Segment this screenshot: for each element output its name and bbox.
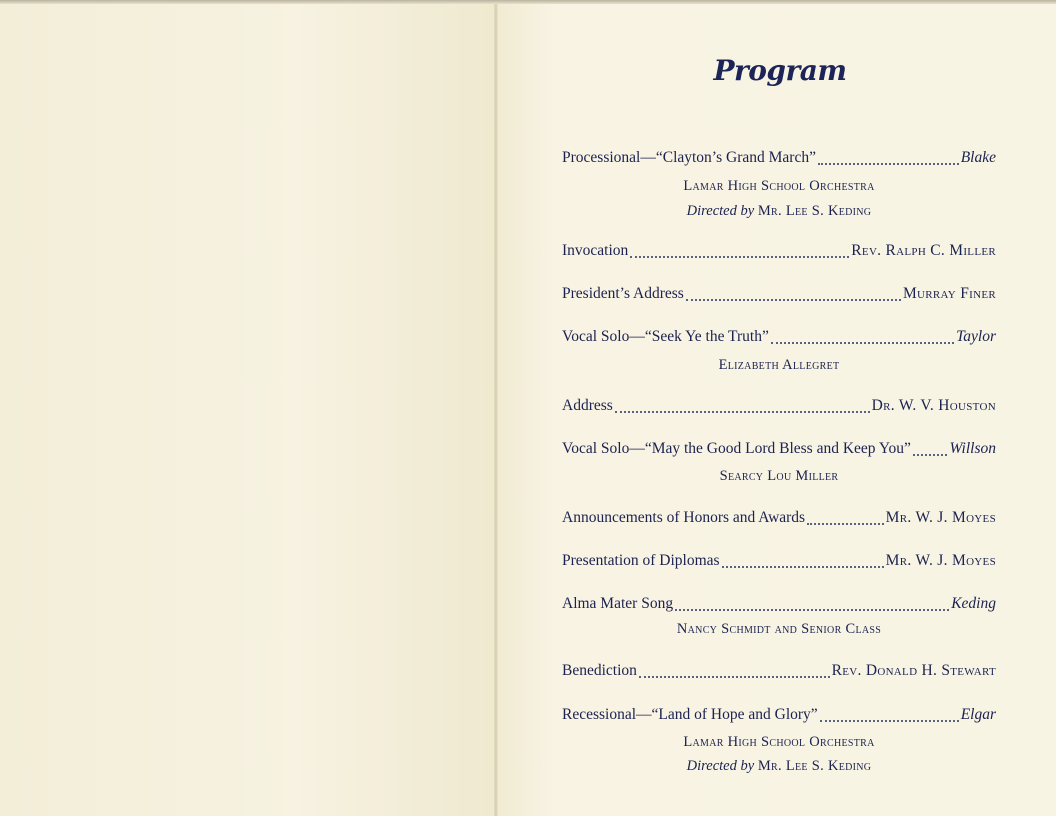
dot-leader xyxy=(807,523,884,525)
program-entry-presidents-address xyxy=(562,285,996,307)
entry-performer: Nancy Schmidt and Senior Class xyxy=(676,621,882,637)
dot-leader xyxy=(675,609,949,611)
entry-performer: Lamar High School Orchestra xyxy=(683,178,875,194)
program-entry-announcements xyxy=(562,509,996,531)
entry-label: Alma Mater Song xyxy=(562,595,674,612)
entry-person: Rev. Ralph C. Miller xyxy=(851,242,996,259)
entry-composer: Elgar xyxy=(960,706,996,723)
entry-label: Vocal Solo—“May the Good Lord Bless and Keep You” xyxy=(562,440,911,457)
dot-leader xyxy=(615,411,870,413)
entry-label: Invocation xyxy=(562,242,629,259)
dot-leader xyxy=(630,256,849,258)
directed-by-label: Directed by xyxy=(686,203,755,219)
directed-by-label: Directed by xyxy=(686,758,755,774)
entry-director-line xyxy=(562,203,996,220)
director-name: Mr. Lee S. Keding xyxy=(757,758,872,774)
entry-person: Dr. W. V. Houston xyxy=(871,397,996,414)
dot-leader xyxy=(913,454,948,456)
entry-director-line xyxy=(562,758,996,775)
program-title: Program xyxy=(713,54,847,87)
entry-person: Rev. Donald H. Stewart xyxy=(831,662,996,679)
entry-performer: Lamar High School Orchestra xyxy=(683,734,875,750)
program-entry-vocal-solo-1 xyxy=(562,328,996,350)
program-entry-address xyxy=(562,397,996,419)
entry-label: Benediction xyxy=(562,662,637,679)
left-page-blank xyxy=(0,0,494,816)
entry-performer: Elizabeth Allegret xyxy=(718,357,840,373)
top-edge-shadow xyxy=(0,0,1056,4)
entry-composer: Taylor xyxy=(956,328,996,345)
entry-label: Announcements of Honors and Awards xyxy=(562,509,806,526)
program-entry-vocal-solo-2 xyxy=(562,440,996,462)
entry-label: Vocal Solo—“Seek Ye the Truth” xyxy=(562,328,769,345)
dot-leader xyxy=(818,163,959,165)
program-entry-benediction xyxy=(562,662,996,684)
entry-label: Address xyxy=(562,397,613,414)
director-name: Mr. Lee S. Keding xyxy=(757,203,872,219)
dot-leader xyxy=(686,299,901,301)
entry-composer: Blake xyxy=(960,149,996,166)
dot-leader xyxy=(722,566,884,568)
entry-composer: Keding xyxy=(951,595,996,612)
dot-leader xyxy=(820,720,959,722)
program-entry-processional xyxy=(562,149,996,171)
entry-composer: Willson xyxy=(949,440,996,457)
entry-label: Processional—“Clayton’s Grand March” xyxy=(562,149,816,166)
program-entry-invocation xyxy=(562,242,996,264)
dot-leader xyxy=(639,676,830,678)
program-entry-recessional xyxy=(562,706,996,728)
entry-label: Recessional—“Land of Hope and Glory” xyxy=(562,706,818,723)
entry-person: Murray Finer xyxy=(902,285,996,302)
dot-leader xyxy=(771,342,954,344)
entry-label: Presentation of Diplomas xyxy=(562,552,720,569)
entry-label: President’s Address xyxy=(562,285,684,302)
program-entry-diplomas xyxy=(562,552,996,574)
entry-performer: Searcy Lou Miller xyxy=(719,468,839,484)
entry-person: Mr. W. J. Moyes xyxy=(885,509,996,526)
program-entry-alma-mater xyxy=(562,595,996,617)
entry-person: Mr. W. J. Moyes xyxy=(885,552,996,569)
